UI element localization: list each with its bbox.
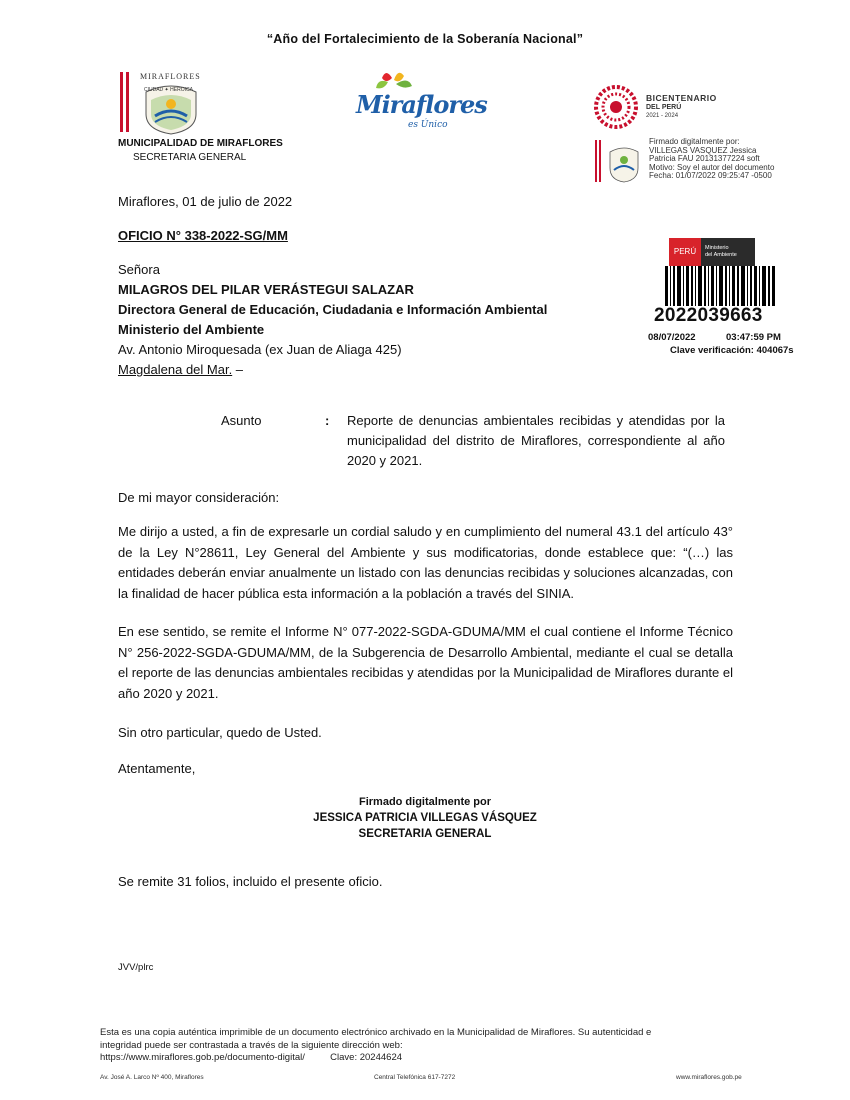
letter-date: Miraflores, 01 de julio de 2022 [118,194,293,209]
recipient-district: Magdalena del Mar. [118,362,233,377]
crest-logo-sub: CIUDAD ✦ HEROICA [144,87,193,93]
recipient-role: Directora General de Educación, Ciudadania e Información Ambiental [118,302,548,317]
registry-verification-key: Clave verificación: 404067s [670,345,794,356]
recipient-organization: Ministerio del Ambiente [118,322,265,337]
verification-line [100,1052,760,1065]
footer-address: Av. José A. Larco Nº 400, Miraflores [100,1074,204,1081]
signature-line-3: Patricia FAU 20131377224 soft [649,154,760,163]
oficio-number: OFICIO N° 338-2022-SG/MM [118,228,288,243]
crest-logo-text: MIRAFLORES [140,72,201,81]
initials: JVV/plrc [118,962,154,973]
signer-name: JESSICA PATRICIA VILLEGAS VÁSQUEZ [313,812,537,824]
signature-stamp-logo [594,136,642,184]
brand-name: Miraflores [356,90,487,119]
body-paragraph-1: Me dirijo a usted, a fin de expresarle un cordial saludo y en cumplimiento del numeral 43.1 del artículo 43° de la Ley N°28611, Ley General del Ambiente y sus modificatorias, donde establece que: “(…) las entidades deberán enviar anualmente un listado con las denuncias recibidas y soluciones alcanzadas, con la finalidad de hacer pública esta información a la población a través del SINIA. [118,524,733,602]
bicentenario-years: 2021 - 2024 [646,113,679,119]
body-paragraph-2: En ese sentido, se remite el Informe N° 077-2022-SGDA-GDUMA/MM el cual contiene el Informe Técnico N° 256-2022-SGDA-GDUMA/MM, de la Subgerencia de Desarrollo Ambiental, mediante el cual se detalla el reporte de las denuncias ambientales recibidas y atendidas por la Municipalidad de Miraflores durante el año 2020 y 2021. [118,624,733,702]
ministry-badge [701,238,755,266]
signature-info [649,138,774,181]
municipality-department: SECRETARIA GENERAL [133,152,247,163]
signature-line-4: Motivo: Soy el autor del documento [649,162,775,172]
verification-url[interactable]: https://www.miraflores.gob.pe/documento-digital/ [100,1052,305,1063]
municipality-name: MUNICIPALIDAD DE MIRAFLORES [118,138,283,149]
authenticity-line-2: integridad puede ser contrastada a través de la siguiente dirección web: [100,1039,403,1051]
recipient-address: Av. Antonio Miroquesada (ex Juan de Aliaga 425) [118,342,402,357]
closing-line: Sin otro particular, quedo de Usted. [118,725,322,740]
signature-line-1: Firmado digitalmente por: [649,137,740,146]
signature-line-2: VILLEGAS VASQUEZ Jessica [649,145,757,155]
ministry-line-2: del Ambiente [705,252,737,258]
registry-time: 03:47:59 PM [726,332,781,343]
authenticity-line-1: Esta es una copia auténtica imprimible de un documento electrónico archivado en la Municipalidad de Miraflores. Su autenticidad e [100,1027,652,1038]
salutation: Señora [118,262,160,277]
peru-badge: PERÚ [669,238,701,266]
greeting: De mi mayor consideración: [118,490,280,505]
bicentenario-logo [593,84,639,130]
signer-role: SECRETARIA GENERAL [358,828,492,840]
authenticity-note [100,1027,760,1065]
document-motto: “Año del Fortalecimiento de la Soberanía Nacional” [266,32,584,46]
recipient-district-line [118,360,243,380]
registry-date: 08/07/2022 [648,332,696,343]
verification-key: Clave: 20244624 [330,1052,403,1063]
bicentenario-title: BICENTENARIO [646,93,717,103]
recipient-name: MILAGROS DEL PILAR VERÁSTEGUI SALAZAR [118,282,414,297]
signature-line-5: Fecha: 01/07/2022 09:25:47 -0500 [649,171,772,180]
brand-tagline: es Único [408,120,448,130]
bicentenario-sub: DEL PERÚ [646,104,682,111]
folios-note: Se remite 31 folios, incluido el presente oficio. [118,874,383,889]
footer-website[interactable]: www.miraflores.gob.pe [676,1074,742,1081]
footer-phone: Central Telefónica 617-7272 [374,1074,456,1081]
barcode-icon [665,266,777,306]
farewell: Atentamente, [118,761,196,776]
registry-number: 2022039663 [654,305,763,326]
subject-text: Reporte de denuncias ambientales recibidas y atendidas por la municipalidad del distrito de Miraflores, correspondiente al año 2020 y 2021. [347,413,725,468]
ministry-line-1: Ministerio [705,245,729,251]
subject-colon: : [325,413,330,428]
district-dash: – [232,362,244,377]
signed-digitally-label: Firmado digitalmente por [358,796,491,808]
subject-label: Asunto [221,413,262,428]
